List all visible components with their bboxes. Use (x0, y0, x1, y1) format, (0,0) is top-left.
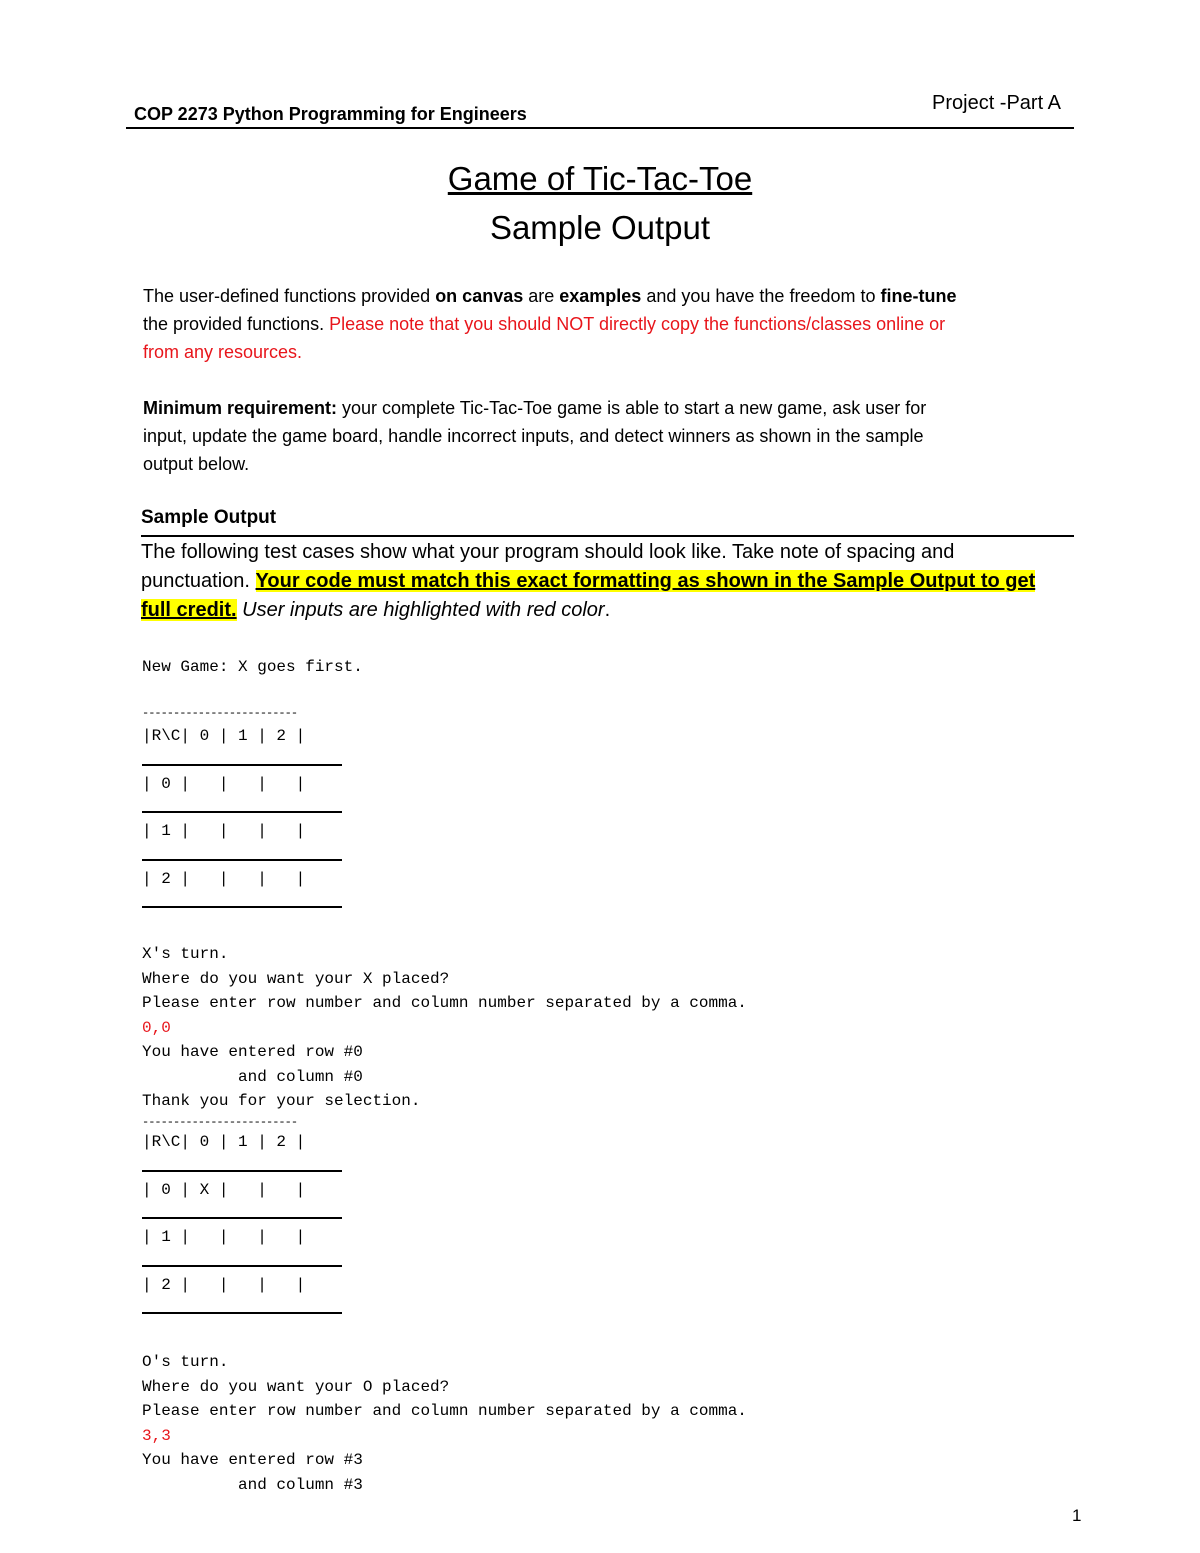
requirement-line-3: output below. (143, 454, 250, 474)
board-row-1: | 1 | | | | (142, 1228, 306, 1246)
requirement-line-2: input, update the game board, handle incorrect inputs, and detect winners as shown in the sample (143, 426, 924, 446)
section-text: punctuation. (141, 570, 256, 592)
intro-text: the provided functions. (143, 314, 330, 334)
board-row (142, 1219, 342, 1267)
prompt-text: Please enter row number and column number separated by a comma. (142, 994, 747, 1012)
board-header: |R\C| 0 | 1 | 2 | (142, 1133, 306, 1151)
header-rule (126, 127, 1074, 129)
page-number: 1 (1072, 1506, 1082, 1525)
game-board-2 (142, 1124, 342, 1314)
board-row-2: | 2 | | | | (142, 1275, 306, 1294)
board-row-0: | 0 | X | | | (142, 1180, 306, 1199)
board-row (142, 813, 342, 861)
board-top-dashes: ------------------------- (142, 1115, 298, 1129)
section-text: . (604, 599, 611, 621)
board-row-1: | 1 | | | | (142, 822, 306, 840)
turn-text: O's turn. (142, 1353, 229, 1371)
intro-line-1 (143, 282, 957, 310)
intro-text: are (523, 286, 560, 306)
project-label: Project -Part A (932, 92, 1061, 114)
intro-line-2 (143, 310, 945, 338)
board-row (142, 1267, 342, 1315)
board-row (142, 861, 342, 909)
game-board-1 (142, 718, 342, 908)
board-top-dashes: ------------------------- (142, 706, 298, 720)
user-input-note: User inputs are highlighted with red color (242, 599, 605, 621)
entered-col-text: and column #3 (142, 1475, 363, 1494)
turn-block-1 (142, 942, 747, 1114)
section-rule (141, 535, 1074, 537)
requirement-text: your complete Tic-Tac-Toe game is able to start a new game, ask user for (337, 398, 927, 418)
intro-bold-canvas: on canvas (435, 286, 524, 306)
formatting-warning: Your code must match this exact formatting as shown in the Sample Output to get (255, 570, 1036, 592)
document-subtitle: Sample Output (489, 209, 711, 246)
section-intro (141, 538, 1035, 625)
copy-warning: Please note that you should NOT directly copy the functions/classes online or (329, 314, 946, 334)
section-text: The following test cases show what your program should look like. Take note of spacing and (141, 541, 955, 563)
prompt-text: Please enter row number and column number separated by a comma. (142, 1402, 747, 1420)
user-input: 3,3 (142, 1426, 171, 1445)
board-row-0: | 0 | | | | (142, 774, 306, 793)
course-title: COP 2273 Python Programming for Engineers (134, 104, 527, 124)
intro-bold-examples: examples (559, 286, 642, 306)
full-credit-warning: full credit. (141, 599, 237, 621)
requirement-line-1 (143, 394, 926, 422)
section-heading: Sample Output (141, 507, 277, 528)
entered-row-text: You have entered row #0 (142, 1043, 363, 1061)
entered-row-text: You have entered row #3 (142, 1451, 363, 1469)
intro-text: and you have the freedom to (641, 286, 881, 306)
board-row (142, 766, 342, 814)
intro-bold-finetune: fine-tune (880, 286, 957, 306)
intro-line-3: from any resources. (143, 342, 303, 362)
where-text: Where do you want your X placed? (142, 969, 450, 988)
board-header-row (142, 1124, 342, 1172)
turn-text: X's turn. (142, 945, 229, 963)
entered-col-text: and column #0 (142, 1067, 363, 1086)
new-game-line: New Game: X goes first. (142, 658, 363, 676)
where-text: Where do you want your O placed? (142, 1377, 450, 1396)
board-header-row (142, 718, 342, 766)
document-title: Game of Tic-Tac-Toe (447, 160, 753, 197)
user-input: 0,0 (142, 1018, 171, 1037)
board-header: |R\C| 0 | 1 | 2 | (142, 727, 306, 745)
turn-block-2 (142, 1350, 747, 1497)
thanks-text: Thank you for your selection. (142, 1092, 421, 1110)
board-row-2: | 2 | | | | (142, 869, 306, 888)
intro-text: The user-defined functions provided (143, 286, 436, 306)
requirement-label: Minimum requirement: (143, 398, 338, 418)
board-row (142, 1172, 342, 1220)
